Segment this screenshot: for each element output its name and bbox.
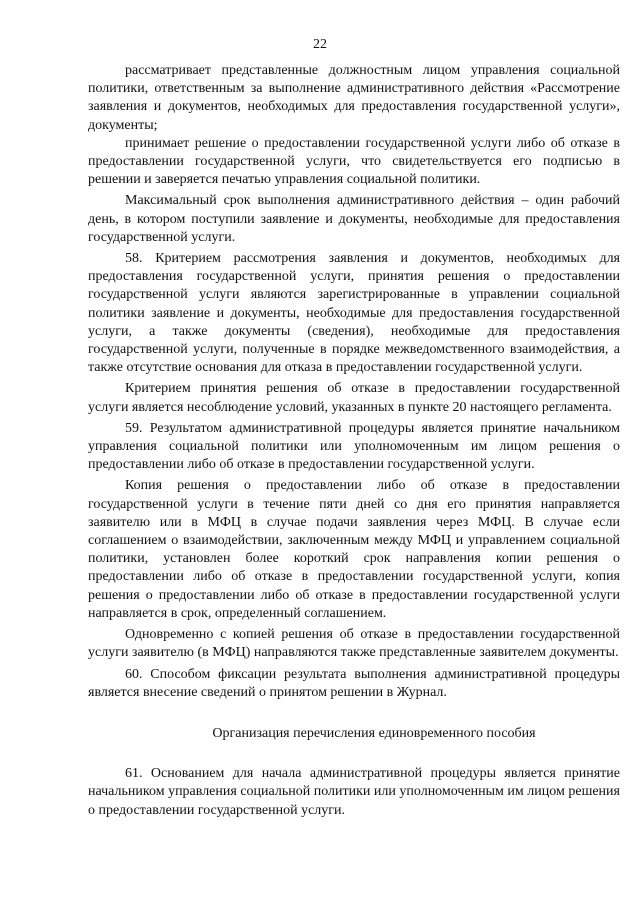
paragraph-61: 61. Основанием для начала административной процедуры является принятие начальником управления социальной политики или уполномоченным им лицом решения о предоставлении государственной услуги. — [88, 766, 620, 818]
paragraph-60: 60. Способом фиксации результата выполнения административной процедуры является внесение сведений о принятом решении в Журнал. — [88, 666, 620, 700]
paragraph-decision-copy: Копия решения о предоставлении либо об отказе в предоставлении государственной услуги в течение пяти дней со дня его принятия направляется заявителю или в МФЦ в случае подачи заявления через МФЦ. В случае если соглашением о взаимодействии, заключенным между МФЦ и управлением социальной политики, установлен более короткий срок направления копии решения о предоставлении либо об отказе в предоставлении государственной услуги, копия решения о предоставлении либо об отказе в предоставлении государственной услуги направляется в срок, определенный соглашением. — [88, 478, 620, 621]
paragraph-review-documents: рассматривает представленные должностным лицом управления социальной политики, ответственным за выполнение административного действия «Рассмотрение заявления и документов, необходимых для предоставления государственной услуги», документы; — [88, 63, 620, 133]
paragraph-simultaneously: Одновременно с копией решения об отказе в предоставлении государственной услуги заявителю (в МФЦ) направляются также представленные заявителем документы. — [88, 627, 620, 661]
page-number: 22 — [313, 37, 327, 52]
paragraph-59: 59. Результатом административной процедуры является принятие начальником управления социальной политики или уполномоченным им лицом решения о предоставлении либо об отказе в предоставлении государственной услуги. — [88, 420, 620, 473]
paragraph-decision: принимает решение о предоставлении государственной услуги либо об отказе в предоставлении государственной услуги, что свидетельствуется его подписью в решении и заверяется печатью управления социальной политики. — [88, 135, 620, 188]
paragraph-refusal-criterion: Критерием принятия решения об отказе в предоставлении государственной услуги является несоблюдение условий, указанных в пункте 20 настоящего регламента. — [88, 381, 620, 415]
paragraph-max-duration: Максимальный срок выполнения административного действия – один рабочий день, в котором поступили заявление и документы, необходимые для предоставления государственной услуги. — [88, 193, 620, 245]
paragraph-58: 58. Критерием рассмотрения заявления и документов, необходимых для предоставления государственной услуги, принятия решения о предоставлении государственной услуги являются зарегистрированные в управлении социальной политики заявление и документы, необходимые для предоставления государственной услуги, а также документы (сведения), необходимые для предоставления государственной услуги, полученные в порядке межведомственного взаимодействия, а также отсутствие основания для отказа в предоставлении государственной услуги. — [88, 251, 620, 376]
section-heading: Организация перечисления единовременного пособия — [212, 725, 536, 741]
document-body — [88, 62, 620, 820]
